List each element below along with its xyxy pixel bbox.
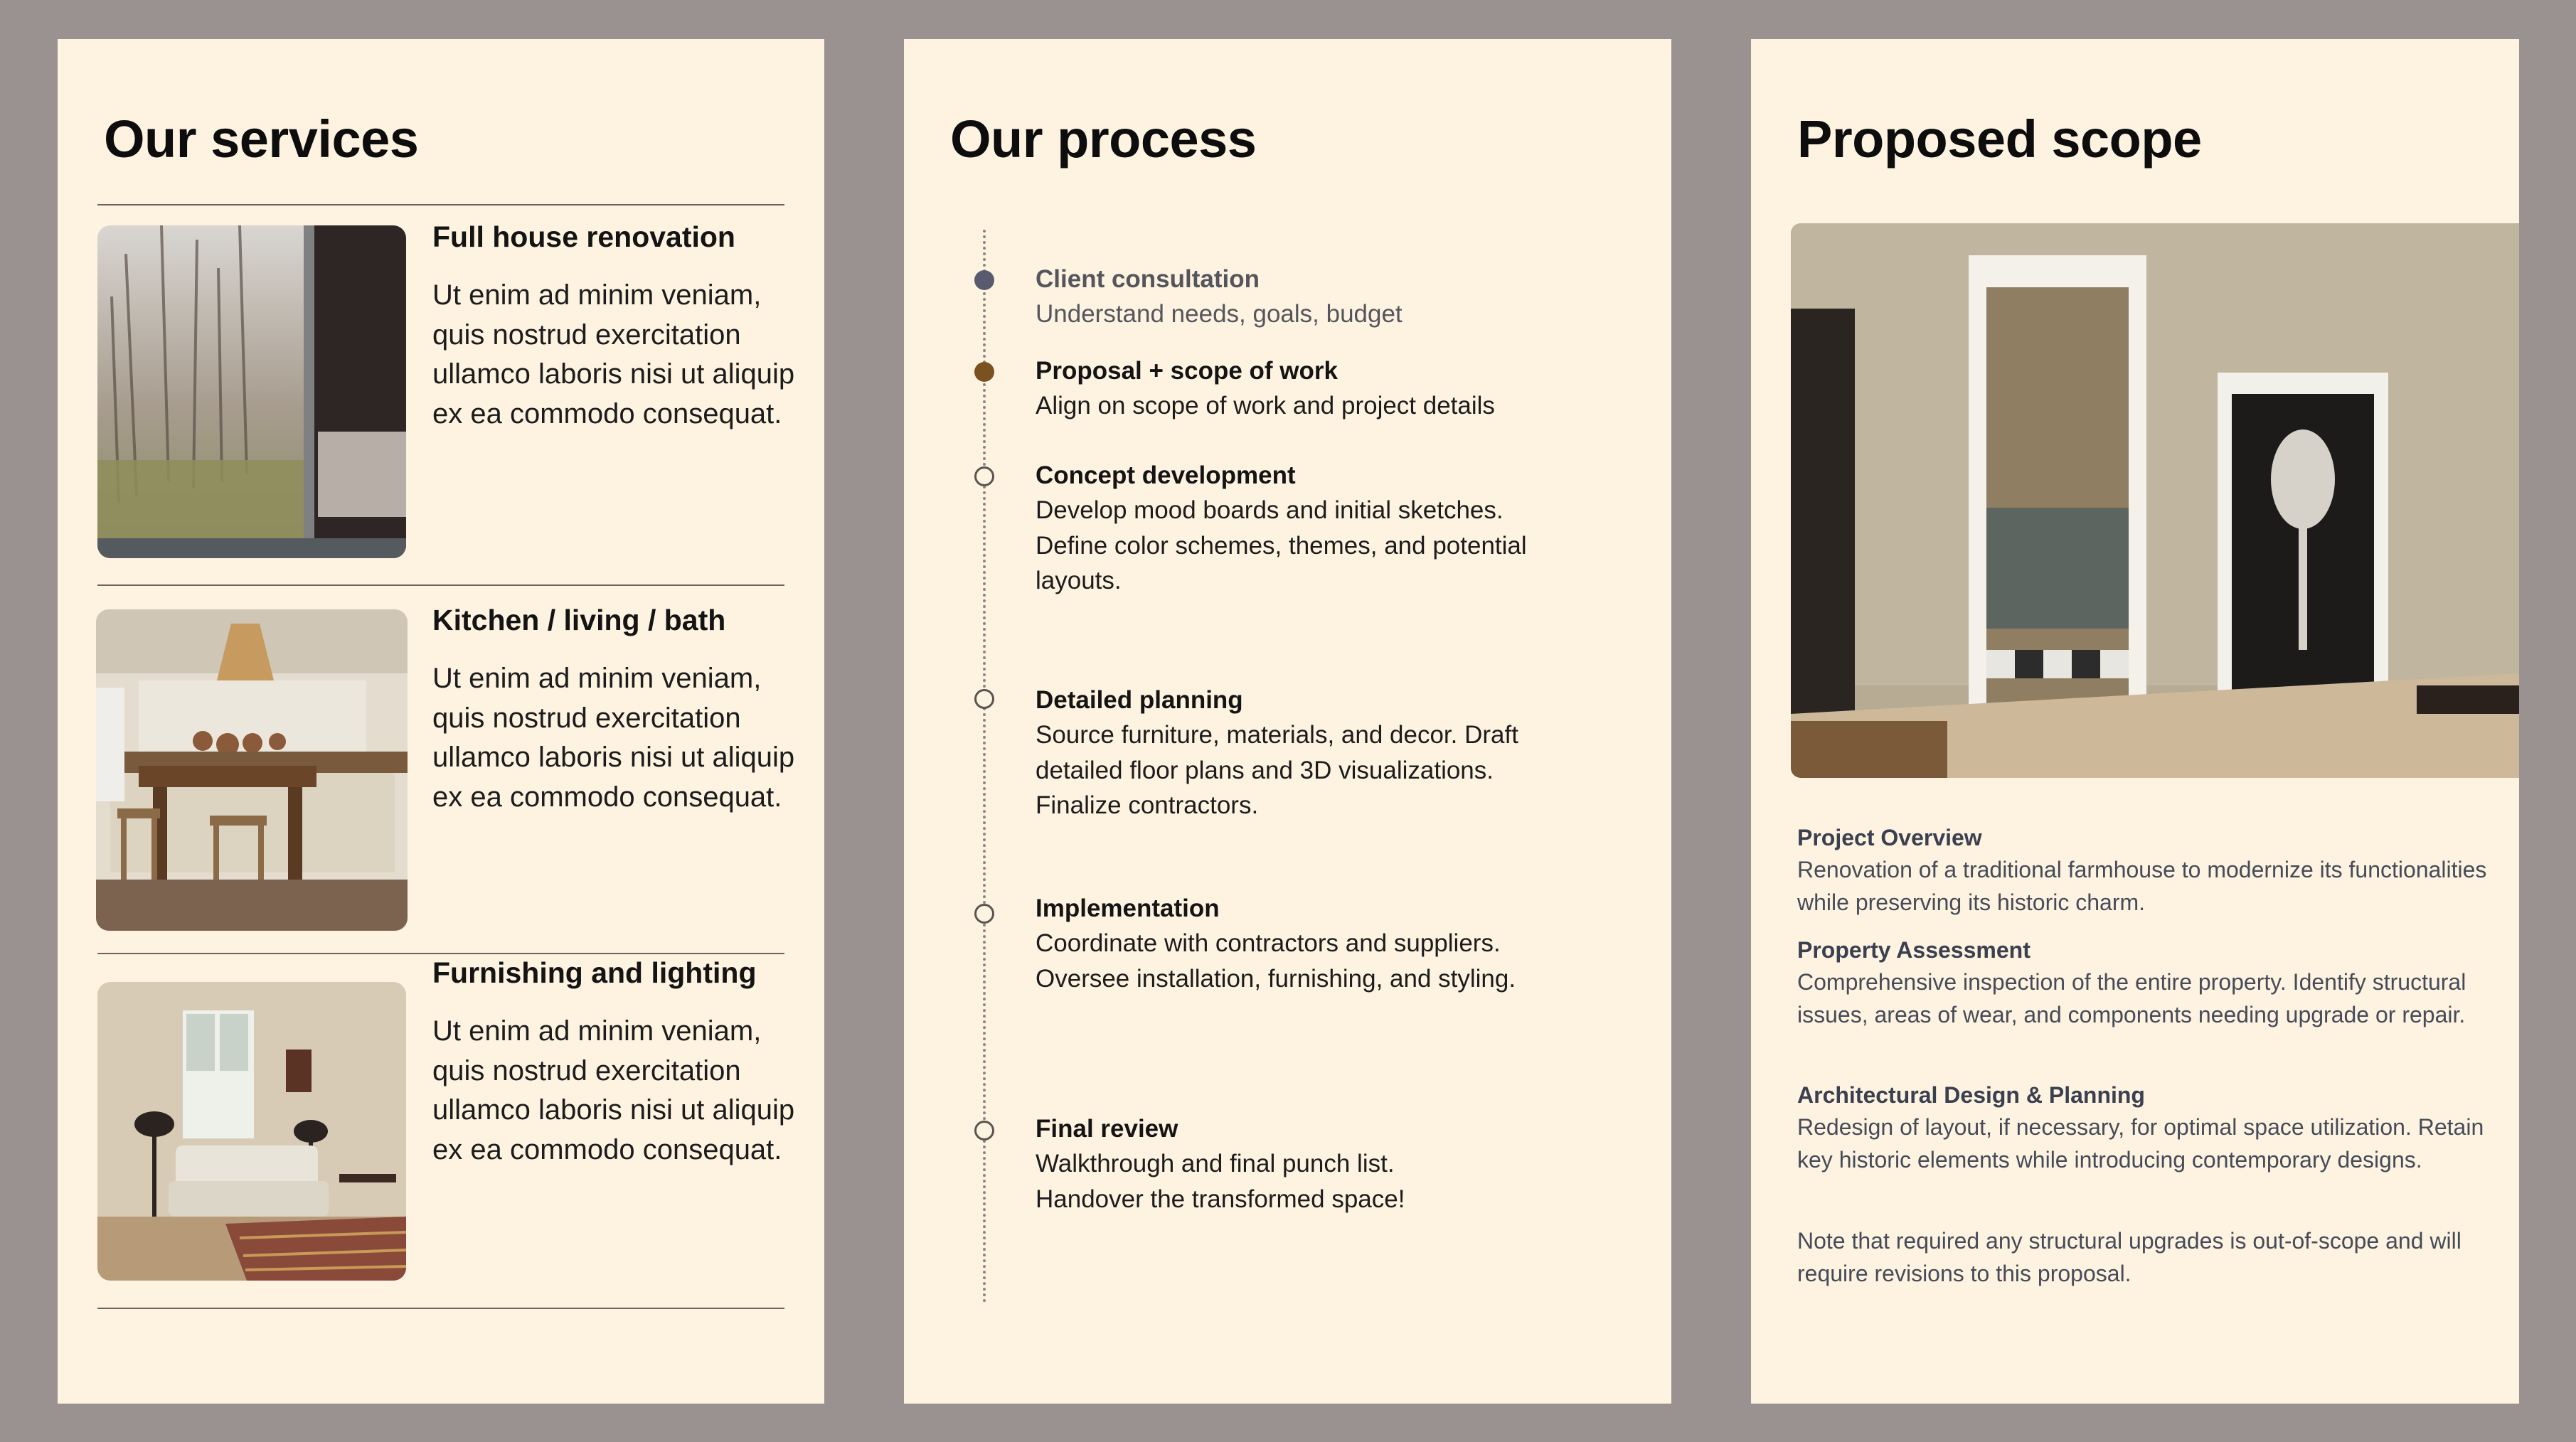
- process-panel: [904, 39, 1671, 1404]
- step-upcoming-dot: [974, 904, 994, 924]
- step-title: Detailed planning: [1036, 686, 1243, 714]
- step-description: Coordinate with contractors and suppliers. Oversee installation, furnishing, and styling.: [1036, 929, 1516, 993]
- process-title: Our process: [950, 110, 1257, 169]
- step-upcoming-dot: [974, 1121, 994, 1141]
- step-title: Client consultation: [1036, 265, 1260, 293]
- step-title: Implementation: [1036, 894, 1220, 922]
- step-complete-dot: [974, 270, 994, 290]
- scope-section-title: Property Assessment: [1797, 937, 2031, 963]
- service-title: Full house renovation: [432, 220, 735, 253]
- step-title: Final review: [1036, 1115, 1178, 1143]
- service-description: Ut enim ad minim veniam, quis nostrud exercitation ullamco laboris nisi ut aliquip ex ea commodo consequat.: [432, 279, 795, 429]
- scope-section-body: Redesign of layout, if necessary, for optimal space utilization. Retain key historic elements while introducing contemporary designs.: [1797, 1114, 2484, 1173]
- service-image-furnishing: [97, 982, 406, 1281]
- services-panel: [58, 39, 824, 1404]
- scope-section-body: Comprehensive inspection of the entire property. Identify structural issues, areas of wear, and components needing upgrade or repair.: [1797, 969, 2466, 1027]
- service-description: Ut enim ad minim veniam, quis nostrud exercitation ullamco laboris nisi ut aliquip ex ea commodo consequat.: [432, 1015, 795, 1165]
- service-title: Furnishing and lighting: [432, 956, 757, 989]
- service-description: Ut enim ad minim veniam, quis nostrud exercitation ullamco laboris nisi ut aliquip ex ea commodo consequat.: [432, 663, 795, 813]
- divider: [97, 953, 784, 954]
- step-description: Understand needs, goals, budget: [1036, 300, 1403, 328]
- step-description: Align on scope of work and project details: [1036, 392, 1495, 420]
- divider: [97, 1308, 784, 1309]
- divider: [97, 204, 784, 205]
- service-title: Kitchen / living / bath: [432, 604, 726, 636]
- scope-section-title: Architectural Design & Planning: [1797, 1082, 2145, 1108]
- step-description: Develop mood boards and initial sketches. Define color schemes, themes, and potential layouts.: [1036, 496, 1527, 594]
- scope-title: Proposed scope: [1797, 110, 2202, 169]
- scope-section-title: Project Overview: [1797, 825, 1982, 850]
- scope-image-interior: [1791, 223, 2519, 778]
- step-description: Source furniture, materials, and decor. Draft detailed floor plans and 3D visualizations. Finalize contractors.: [1036, 721, 1518, 819]
- services-title: Our services: [104, 110, 419, 169]
- scope-section-body: Renovation of a traditional farmhouse to modernize its functionalities while preserving its historic charm.: [1797, 857, 2487, 915]
- timeline-line: [983, 230, 986, 1303]
- divider: [97, 584, 784, 586]
- step-title: Concept development: [1036, 461, 1296, 489]
- step-title: Proposal + scope of work: [1036, 357, 1338, 385]
- step-description: Walkthrough and final punch list. Handover the transformed space!: [1036, 1150, 1405, 1213]
- step-current-dot: [974, 362, 994, 382]
- scope-panel: [1751, 39, 2519, 1404]
- step-upcoming-dot: [974, 689, 994, 709]
- scope-note: Note that required any structural upgrades is out-of-scope and will require revisions to this proposal.: [1797, 1228, 2461, 1286]
- service-image-full-house: [97, 225, 406, 558]
- service-image-kitchen: [96, 609, 408, 931]
- step-upcoming-dot: [974, 466, 994, 486]
